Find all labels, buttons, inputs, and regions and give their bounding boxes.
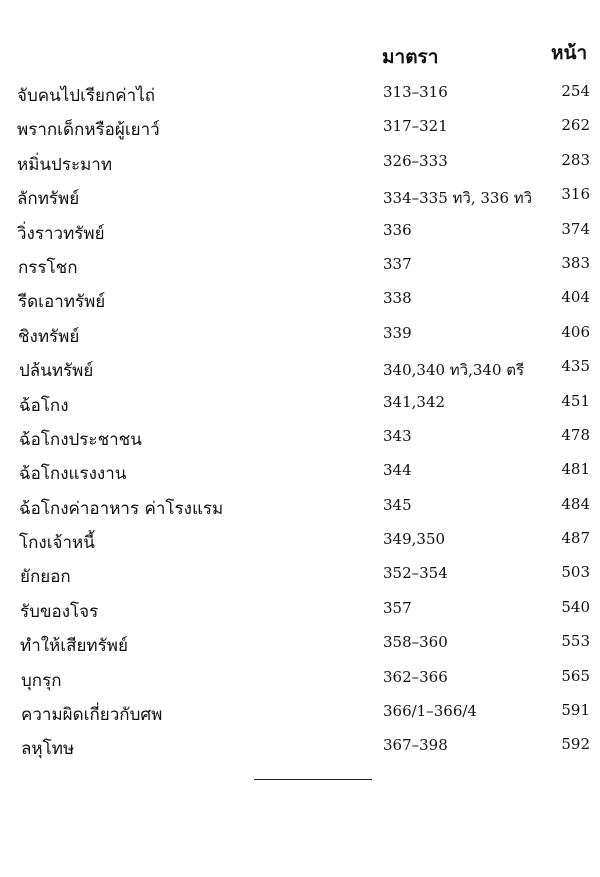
topic-label: บุกรุก (21, 670, 62, 691)
list-item (0, 147, 600, 181)
section-range: 349,350 (383, 530, 446, 549)
topic-label: ชิงทรัพย์ (18, 326, 80, 347)
contents-list (0, 78, 600, 766)
topic-label: พรากเด็กหรือผู้เยาว์ (17, 120, 160, 141)
section-range: 326–333 (383, 151, 448, 170)
list-item (0, 628, 600, 662)
section-range: 341,342 (383, 392, 446, 411)
list-item (0, 112, 600, 146)
page-number: 374 (561, 219, 590, 238)
page-number: 484 (561, 494, 590, 513)
list-item (0, 663, 600, 697)
page-number: 451 (561, 391, 590, 410)
section-range: 317–321 (383, 117, 448, 136)
topic-label: ฉ้อโกงค่าอาหาร ค่าโรงแรม (19, 498, 224, 519)
list-item (0, 559, 600, 593)
topic-label: วิ่งราวทรัพย์ (17, 223, 105, 244)
page-number: 406 (561, 322, 590, 341)
list-item (0, 594, 600, 628)
page-column-header: หน้า (551, 42, 588, 64)
page-number: 262 (561, 116, 590, 135)
section-range: 367–398 (383, 736, 448, 755)
topic-label: จับคนไปเรียกค่าไถ่ (17, 86, 156, 106)
list-item (0, 181, 600, 215)
section-range: 345 (383, 495, 412, 514)
list-item (0, 319, 600, 353)
column-header (0, 42, 600, 72)
section-range: 343 (383, 426, 412, 445)
list-item (0, 388, 600, 422)
page-number: 591 (561, 701, 590, 720)
page-number: 540 (561, 597, 590, 616)
topic-label: ปล้นทรัพย์ (19, 361, 94, 382)
topic-label: ลหุโทษ (21, 739, 75, 760)
page-number: 404 (561, 288, 590, 307)
list-item (0, 216, 600, 250)
topic-label: รับของโจร (20, 601, 99, 622)
section-range: 334–335 ทวิ, 336 ทวิ (383, 189, 533, 208)
topic-label: รีดเอาทรัพย์ (18, 292, 106, 313)
topic-label: ความผิดเกี่ยวกับศพ (21, 705, 163, 726)
section-range: 338 (383, 289, 412, 308)
list-item (0, 422, 600, 456)
section-range: 344 (383, 461, 412, 480)
topic-label: ยักยอก (20, 567, 71, 588)
section-range: 337 (383, 254, 412, 273)
topic-label: กรรโชก (18, 257, 78, 278)
page-number: 592 (561, 735, 590, 754)
topic-label: ฉ้อโกงประชาชน (19, 429, 142, 450)
list-item (0, 697, 600, 731)
section-range: 313–316 (383, 83, 448, 101)
page-number: 565 (561, 666, 590, 685)
list-item (0, 78, 600, 112)
section-range: 362–366 (383, 667, 448, 686)
page-number: 254 (561, 82, 590, 100)
topic-label: หมิ่นประมาท (17, 154, 113, 175)
list-item (0, 456, 600, 490)
page-number: 503 (561, 563, 590, 582)
section-range: 357 (383, 598, 412, 617)
topic-label: ทำให้เสียทรัพย์ (20, 636, 128, 657)
section-range: 340,340 ทวิ,340 ตรี (383, 361, 525, 380)
page-number: 553 (561, 632, 590, 651)
topic-label: ฉ้อโกง (19, 395, 69, 416)
list-item (0, 284, 600, 318)
page-number: 435 (561, 357, 590, 376)
section-range: 366/1–366/4 (383, 702, 477, 721)
page-number: 283 (561, 150, 590, 169)
section-range: 339 (383, 323, 412, 342)
section-range: 352–354 (383, 564, 448, 583)
page-number: 316 (561, 185, 590, 204)
page-number: 481 (561, 460, 590, 479)
page-number: 487 (561, 529, 590, 548)
page-number: 383 (561, 253, 590, 272)
list-item (0, 491, 600, 525)
topic-label: ฉ้อโกงแรงงาน (19, 464, 127, 485)
topic-label: ลักทรัพย์ (17, 189, 80, 210)
list-item (0, 353, 600, 387)
list-item (0, 250, 600, 284)
section-column-header: มาตรา (382, 46, 439, 68)
section-range: 336 (383, 220, 412, 239)
topic-label: โกงเจ้าหนี้ (19, 533, 95, 554)
end-divider (254, 779, 372, 780)
section-range: 358–360 (383, 633, 448, 652)
list-item (0, 731, 600, 765)
page-number: 478 (561, 425, 590, 444)
list-item (0, 525, 600, 559)
